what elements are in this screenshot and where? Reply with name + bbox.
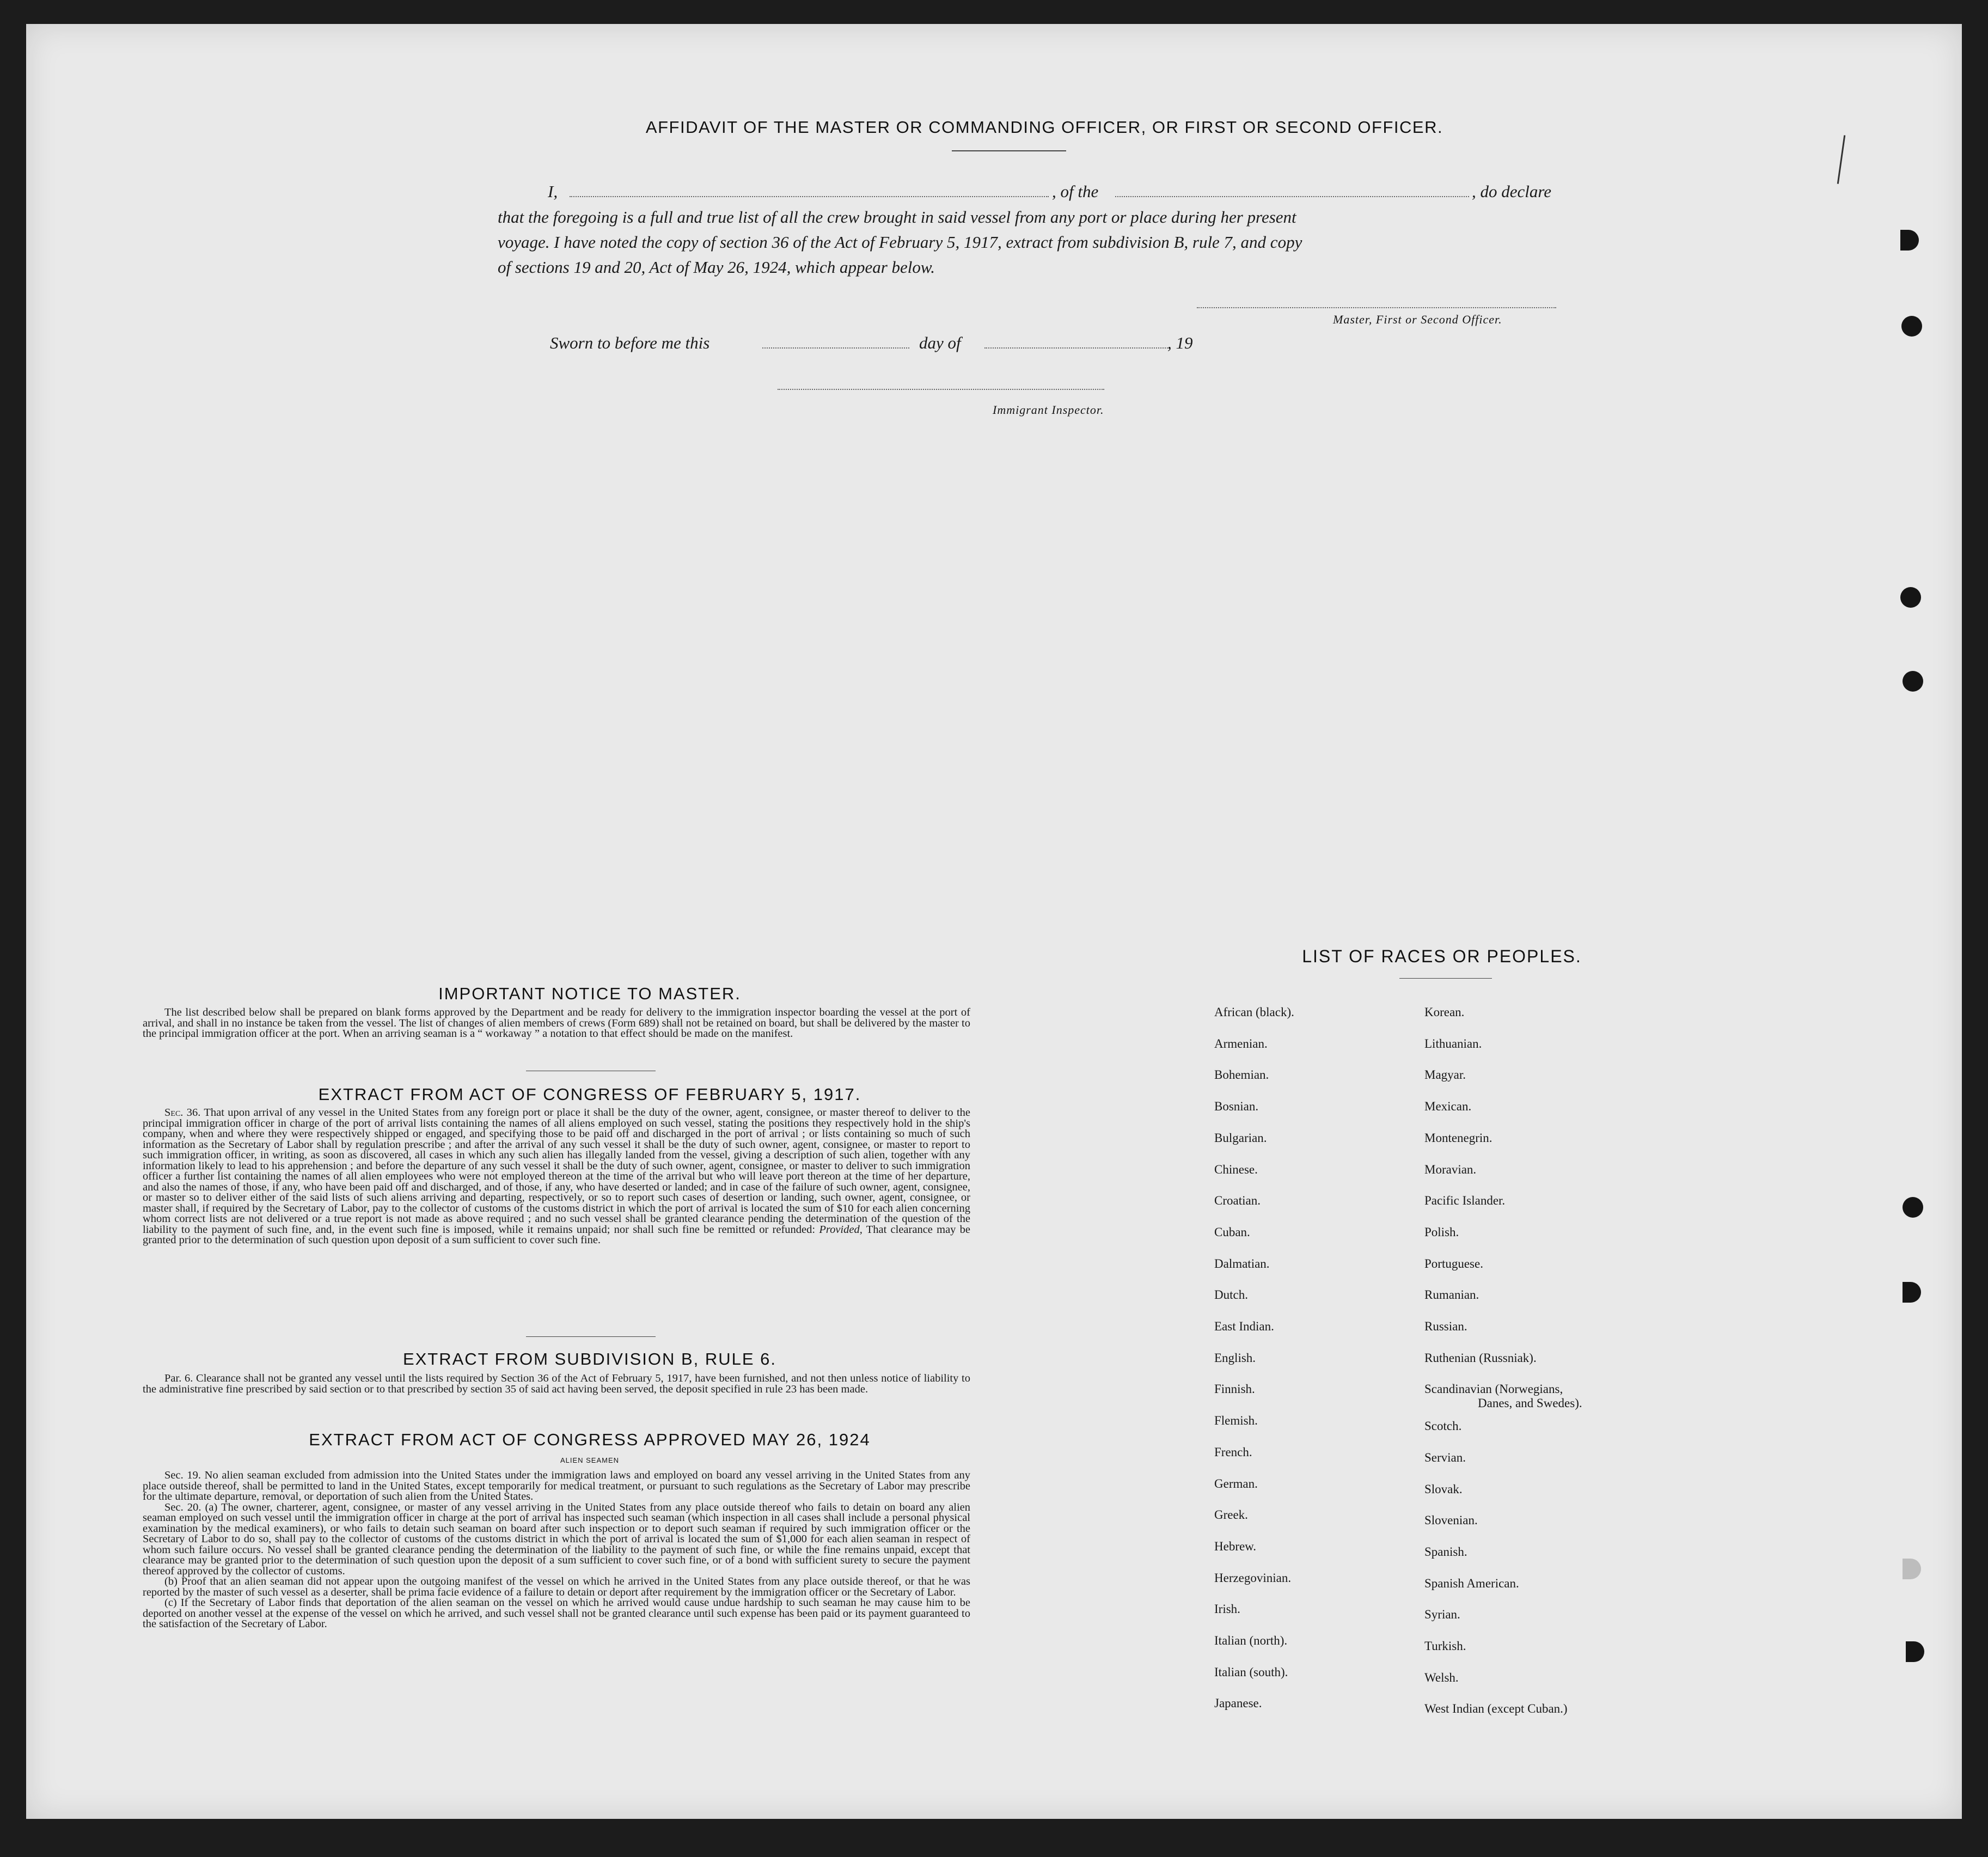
race-item: Scandinavian (Norwegians, <box>1424 1382 1563 1396</box>
race-item: Polish. <box>1424 1225 1459 1239</box>
race-item: German. <box>1214 1477 1258 1491</box>
rule6-title: EXTRACT FROM SUBDIVISION B, RULE 6. <box>402 1349 777 1369</box>
sworn-label: Sworn to before me this <box>550 333 710 352</box>
races-divider <box>1399 978 1492 979</box>
race-item: Turkish. <box>1424 1639 1466 1653</box>
race-item: Scotch. <box>1424 1419 1462 1433</box>
race-item: Chinese. <box>1214 1163 1258 1176</box>
extract-1917-title: EXTRACT FROM ACT OF CONGRESS OF FEBRUARY 5, 1917. <box>318 1085 861 1104</box>
races-title: LIST OF RACES OR PEOPLES. <box>1302 946 1582 966</box>
race-item: Italian (north). <box>1214 1634 1288 1647</box>
race-item: Russian. <box>1424 1320 1467 1333</box>
race-item: Greek. <box>1214 1508 1248 1522</box>
affidavit-of-the: , of the <box>1052 182 1099 201</box>
race-item: Rumanian. <box>1424 1288 1479 1302</box>
race-item: French. <box>1214 1445 1252 1459</box>
race-item: Welsh. <box>1424 1671 1459 1684</box>
alien-seamen-subtitle: ALIEN SEAMEN <box>560 1456 620 1464</box>
race-item: Finnish. <box>1214 1382 1255 1396</box>
race-item: Pacific Islander. <box>1424 1194 1506 1207</box>
title-underline <box>952 150 1066 151</box>
race-item: Spanish. <box>1424 1545 1467 1559</box>
race-item: Cuban. <box>1214 1225 1250 1239</box>
affidavit-do-declare: , do declare <box>1472 182 1552 201</box>
race-item: Armenian. <box>1214 1037 1268 1050</box>
proviso-text: That clearance may be granted prior to the determination of such question upon deposit of a sum sufficient to cover such fine. <box>143 1223 971 1246</box>
master-signature-label: Master, First or Second Officer. <box>1333 313 1502 326</box>
inspector-signature-line[interactable] <box>778 389 1104 390</box>
sec36-label: Sec. 36. <box>164 1107 201 1119</box>
affidavit-line-3: voyage. I have noted the copy of section 36 of the Act of February 5, 1917, extract from subdivision B, rule 7, and copy <box>498 233 1302 252</box>
extract-1924-body <box>143 1470 970 1630</box>
race-item: Croatian. <box>1214 1194 1261 1207</box>
extract-1917-paragraph <box>143 1108 970 1246</box>
race-item: Herzegovinian. <box>1214 1571 1292 1585</box>
race-item: English. <box>1214 1351 1256 1365</box>
binder-hole <box>1900 230 1919 251</box>
race-item: Lithuanian. <box>1424 1037 1482 1050</box>
race-item: Bulgarian. <box>1214 1131 1267 1145</box>
race-item: Japanese. <box>1214 1696 1262 1710</box>
race-item: Italian (south). <box>1214 1665 1288 1679</box>
notice-title: IMPORTANT NOTICE TO MASTER. <box>438 984 741 1003</box>
pen-mark <box>1837 135 1845 184</box>
race-scandinavian-cont: Danes, and Swedes). <box>1478 1396 1582 1410</box>
race-item: West Indian (except Cuban.) <box>1424 1702 1568 1715</box>
rule6-paragraph: Par. 6. Clearance shall not be granted any vessel until the lists required by Section 36 of the Act of February 5, 1917, have been furnished, and not then unless notice of liability to the administrative fine prescribed by said section or to that prescribed by section 35 of said act having been served, the deposit specified in rule 23 has been made. <box>143 1372 970 1395</box>
affidavit-i: I, <box>548 182 558 201</box>
extract-1917-divider <box>526 1336 656 1337</box>
race-item: Servian. <box>1424 1451 1466 1464</box>
sec20c-paragraph: (c) If the Secretary of Labor finds that deportation of the alien seaman on the vessel on which he arrived would cause undue hardship to such seaman he may cause him to be deported on another vessel at the expense of the vessel on which he arrived, and such vessel shall not be granted clearance until such expense has been paid or its payment guaranteed to the satisfaction of the Secretary of Labor. <box>143 1597 970 1630</box>
binder-hole <box>1903 1197 1923 1218</box>
affidavit-title: AFFIDAVIT OF THE MASTER OR COMMANDING OFFICER, OR FIRST OR SECOND OFFICER. <box>645 118 1443 137</box>
month-blank[interactable] <box>984 347 1170 349</box>
race-item: Montenegrin. <box>1424 1131 1492 1145</box>
sec20b-paragraph: (b) Proof that an alien seaman did not appear upon the outgoing manifest of the vessel on which he arrived in the United States from any place outside thereof, or that he was reported by the master of such vessel as a deserter, shall be prima facie evidence of a failure to detain or deport after requirement by the immigration officer or the Secretary of Labor. <box>143 1575 970 1598</box>
race-item: Ruthenian (Russniak). <box>1424 1351 1537 1365</box>
binder-hole <box>1903 1559 1921 1579</box>
day-of-label: day of <box>919 333 961 352</box>
notice-paragraph: The list described below shall be prepared on blank forms approved by the Department and be ready for delivery to the immigration inspector boarding the vessel at the port of arrival, and shall in no instance be taken from the vessel. The list of changes of alien members of crews (Form 689) shall not be retained on board, but shall be delivered by the master to the principal immigration officer at the port. When an arriving seaman is a “ workaway ” a notation to that effect should be made on the manifest. <box>143 1006 970 1040</box>
binder-hole <box>1903 1282 1921 1303</box>
notice-text <box>143 1007 970 1040</box>
race-item: Hebrew. <box>1214 1540 1257 1553</box>
race-item: Magyar. <box>1424 1068 1466 1082</box>
proviso-label: Provided, <box>819 1223 863 1236</box>
race-item: Bosnian. <box>1214 1099 1259 1113</box>
sec20a-paragraph: Sec. 20. (a) The owner, charterer, agent, consignee, or master of any vessel arriving in the United States from any place outside thereof who fails to detain on board any alien seaman employed on such vessel until the immigration officer in charge at the port of arrival has inspected such seaman (which inspection in all cases shall include a personal physical examination by the medical examiners), or who fails to detain such seaman on board after such inspection or to deport such seaman if required by such immigration officer or the Secretary of Labor to do so, shall pay to the collector of customs of the customs district in which the port of arrival is located the sum of $1,000 for each alien seaman in respect of whom such failure occurs. No vessel shall be granted clearance pending the determination of the liability to the payment of such fine, or while the fine remains unpaid, except that clearance may be granted prior to the determination of such question upon the deposit of a sum sufficient to cover such fine, or of a bond with sufficient surety to secure the payment thereof approved by the collector of customs. <box>143 1501 970 1577</box>
race-item: Syrian. <box>1424 1608 1460 1621</box>
inspector-label: Immigrant Inspector. <box>993 403 1104 417</box>
extract-1924-title: EXTRACT FROM ACT OF CONGRESS APPROVED MAY 26, 1924 <box>309 1430 871 1449</box>
race-item: Korean. <box>1424 1005 1465 1019</box>
race-item: Spanish American. <box>1424 1577 1519 1590</box>
extract-1917-body <box>143 1108 970 1246</box>
race-item: Dutch. <box>1214 1288 1248 1302</box>
master-signature-line[interactable] <box>1197 307 1556 308</box>
stray-marks <box>571 895 574 910</box>
sec36-text: That upon arrival of any vessel in the United States from any foreign port or place it shall be the duty of the owner, agent, consignee, or master thereof to deliver to the principal immigration officer in charge of the port of arrival lists containing the names of all aliens employed on such vessel, stating the positions they respectively hold in the ship's company, when and where they were respectively shipped or engaged, and specifying those to be paid off and discharged in the port of arrival ; or lists containing so much of such information as the Secretary of Labor shall by regulation prescribe ; and after the arrival of any such vessel it shall be the duty of such owner, agent, consignee, or master to report to such immigration officer, in writing, as soon as discovered, all cases in which any such alien has illegally landed from the vessel, giving a description of such alien, together with any information likely to lead to his apprehension ; and before the departure of any such vessel it shall be the duty of such owner, agent, consignee, or master to deliver to such immigration officer a further list containing the names of all alien employees who were not employed thereon at the time of the arrival but who will leave port thereon at the time of her departure, and also the names of those, if any, who have been paid off and discharged, and of those, if any, who have deserted or landed; and in case of the failure of such owner, agent, consignee, or master so to deliver either of the said lists of such aliens arriving and departing, respectively, or so to report such cases of desertion or landing, such owner, agent, consignee, or master shall, if required by the Secretary of Labor, pay to the collector of customs of the customs district in which the port of arrival is located the sum of $10 for each alien concerning whom correct lists are not delivered or a true report is not made as above required ; and no such vessel shall be granted clearance pending the determination of the question of the liability to the payment of such fine, and, in the event such fine is imposed, while it remains unpaid; nor shall such fine be remitted or refunded: <box>143 1107 970 1236</box>
binder-hole <box>1900 587 1921 608</box>
binder-hole <box>1906 1641 1924 1662</box>
race-item: Irish. <box>1214 1602 1240 1616</box>
race-item: Mexican. <box>1424 1099 1472 1113</box>
name-blank[interactable] <box>570 196 1049 197</box>
race-item: Moravian. <box>1424 1163 1477 1176</box>
race-item: Dalmatian. <box>1214 1257 1270 1270</box>
document-page <box>26 24 1962 1819</box>
binder-hole <box>1901 316 1922 337</box>
rule6-body <box>143 1373 970 1395</box>
race-item: Portuguese. <box>1424 1257 1483 1270</box>
affidavit-line-2: that the foregoing is a full and true list of all the crew brought in said vessel from any port or place during her present <box>498 207 1296 227</box>
race-item: East Indian. <box>1214 1320 1274 1333</box>
race-item: African (black). <box>1214 1005 1294 1019</box>
race-item: Slovak. <box>1424 1482 1463 1496</box>
year-label: , 19 <box>1167 333 1193 352</box>
vessel-blank[interactable] <box>1115 196 1469 197</box>
race-item: Flemish. <box>1214 1414 1258 1427</box>
sworn-date-blank[interactable] <box>762 347 909 349</box>
sec19-paragraph: Sec. 19. No alien seaman excluded from admission into the United States under the immigration laws and employed on board any vessel arriving in the United States from any place outside thereof, shall be permitted to land in the United States, except temporarily for medical treatment, or pursuant to such regulations as the Secretary of Labor may prescribe for the ultimate departure, removal, or deportation of such alien from the United States. <box>143 1469 970 1502</box>
race-item: Slovenian. <box>1424 1513 1478 1527</box>
affidavit-line-4: of sections 19 and 20, Act of May 26, 1924, which appear below. <box>498 258 935 277</box>
binder-hole <box>1903 671 1923 692</box>
race-item: Bohemian. <box>1214 1068 1269 1082</box>
